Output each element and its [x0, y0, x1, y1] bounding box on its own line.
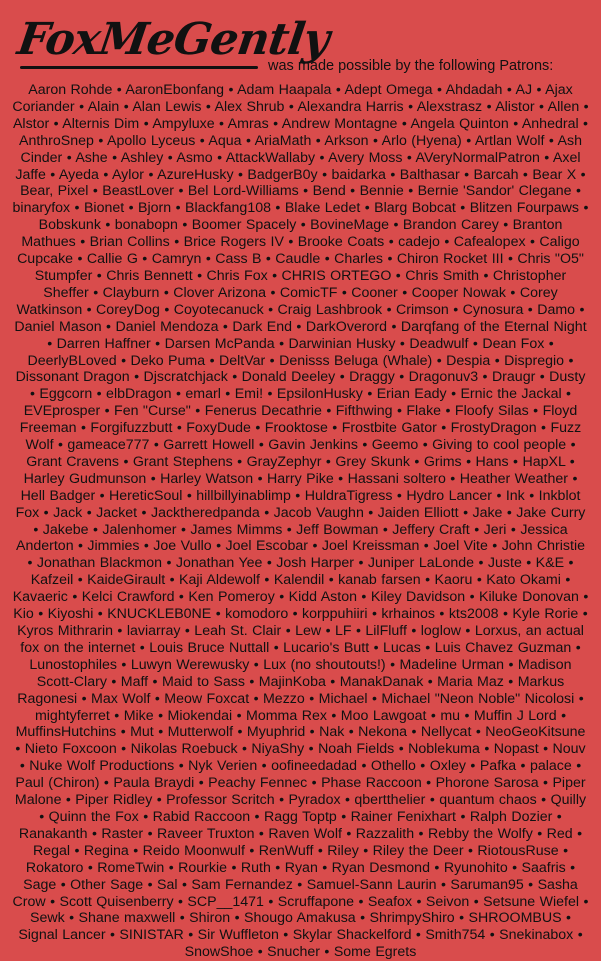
logo: FoxMeGently	[14, 14, 332, 65]
header	[0, 14, 601, 80]
logo-underline	[20, 66, 258, 69]
patron-list: Aaron Rohde • AaronEbonfang • Adam Haapala • Adept Omega • Ahdadah • AJ • Ajax Coriander • Alain • Alan Lewis • Alex Shrub • Alexandra Harris • Alexstrasz • Alistor • Allen • Alstor • Alternis Dim • Ampyluxe • Amras • Andrew Montagne • Angela Quinton • Anhedral • AnthroSnep • Apollo Lyceus • Aqua • AriaMath • Arkson • Arlo (Hyena) • Artlan Wolf • Ash Cinder • Ashe • Ashley • Asmo • AttackWallaby • Avery Moss • AVeryNormalPatron • Axel Jaffe • Ayeda • Aylor • AzureHusky • BadgerB0y • baidarka • Balthasar • Barcah • Bear X • Bear, Pixel • BeastLover • Bel Lord-Williams • Bend • Bennie • Bernie 'Sandor' Clegane • binaryfox • Bionet • Bjorn • Blackfang108 • Blake Ledet • Blarg Bobcat • Blitzen Fourpaws • Bobskunk • bonabopn • Boomer Spacely • BovineMage • Brandon Carey • Branton Mathues • Brian Collins • Brice Rogers IV • Brooke Coats • cadejo • Cafealopex • Caligo Cupcake • Callie G • Camryn • Cass B • Caudle • Charles • Chiron Rocket III • Chris "O5" Stumpfer • Chris Bennett • Chris Fox • CHRIS ORTEGO • Chris Smith • Christopher Sheffer • Clayburn • Clover Arizona • ComicTF • Cooner • Cooper Nowak • Corey Watkinson • CoreyDog • Coyotecanuck • Craig Lashbrook • Crimson • Cynosura • Damo • Daniel Mason • Daniel Mendoza • Dark End • DarkOverord • Darqfang of the Eternal Night • Darren Haffner • Darsen McPanda • Darwinian Husky • Deadwulf • Dean Fox • DeerlyBLoved • Deko Puma • DeltVar • Denisss Beluga (Whale) • Despia • Dispregio • Dissonant Dragon • Djscratchjack • Donald Deeley • Draggy • Dragonuv3 • Draugr • Dusty • Eggcorn • elbDragon • emarl • Emi! • EpsilonHusky • Erian Eady • Ernic the Jackal • EVEprosper • Fen "Curse" • Fenerus Decathrie • Fifthwing • Flake • Floofy Silas • Floyd Freeman • Forgifuzzbutt • FoxyDude • Frooktose • Frostbite Gator • FrostyDragon • Fuzz Wolf • gameace777 • Garrett Howell • Gavin Jenkins • Geemo • Giving to cool people • Grant Cravens • Grant Stephens • GrayZephyr • Grey Skunk • Grims • Hans • HapXL • Harley Gudmunson • Harley Watson • Harry Pike • Hassani soltero • Heather Weather • Hell Badger • HereticSoul • hillbillyinablimp • HuldraTigress • Hydro Lancer • Ink • Inkblot Fox • Jack • Jacket • Jacktheredpanda • Jacob Vaughn • Jaiden Elliott • Jake • Jake Curry • Jakebe • Jalenhomer • James Mimms • Jeff Bowman • Jeffery Craft • Jeri • Jessica Anderton • Jimmies • Joe Vullo • Joel Escobar • Joel Kreissman • Joel Vite • John Christie • Jonathan Blackmon • Jonathan Yee • Josh Harper • Juniper LaLonde • Juste • K&E • Kafzeil • KaideGirault • Kaji Aldewolf • Kalendil • kanab farsen • Kaoru • Kato Okami • Kavaeric • Kelci Crawford • Ken Pomeroy • Kidd Aston • Kiley Davidson • Kiluke Donovan • Kio • Kiyoshi • KNUCKLEB0NE • komodoro • korppuhiiri • krhainos • kts2008 • Kyle Rorie • Kyros Mithrarin • laviarray • Leah St. Clair • Lew • LF • LilFluff • loglow • Lorxus, an actual fox on the internet • Louis Bruce Nuttall • Lucario's Butt • Lucas • Luis Chavez Guzman • Lunostophiles • Luwyn Werewusky • Lux (no shoutouts!) • Madeline Urman • Madison Scott-Clary • Maff • Maid to Sass • MajinKoba • ManakDanak • Maria Maz • Markus Ragonesi • Max Wolf • Meow Foxcat • Mezzo • Michael • Michael "Neon Noble" Nicolosi • mightyferret • Mike • Miokendai • Momma Rex • Moo Lawgoat • mu • Muffin J Lord • MuffinsHutchins • Mut • Mutterwolf • Myuphrid • Nak • Nekona • Nellycat • NeoGeoKitsune • Nieto Foxcoon • Nikolas Roebuck • NiyaShy • Noah Fields • Noblekuma • Nopast • Nouv • Nuke Wolf Productions • Nyk Verien • oofineedadad • Othello • Oxley • Pafka • palace • Paul (Chiron) • Paula Braydi • Peachy Fennec • Phase Raccoon • Phorone Sarosa • Piper Malone • Piper Ridley • Professor Scritch • Pyradox • qbertthelier • quantum chaos • Quilly • Quinn the Fox • Rabid Raccoon • Ragg Toptp • Rainer Fenixhart • Ralph Dozier • Ranakanth • Raster • Raveer Truxton • Raven Wolf • Razzalith • Rebby the Wolfy • Red • Regal • Regina • Reido Moonwulf • RenWuff • Riley • Riley the Deer • RiotousRuse • Rokatoro • RomeTwin • Rourkie • Ruth • Ryan • Ryan Desmond • Ryunohito • Saafris • Sage • Other Sage • Sal • Sam Fernandez • Samuel-Sann Laurin • Saruman95 • Sasha Crow • Scott Quisenberry • SCP__1471 • Scruffapone • Seafox • Seivon • Setsune Wiefel • Sewk • Shane maxwell • Shiron • Shougo Amakusa • ShrimpyShiro • SHROOMBUS • Signal Lancer • SINISTAR • Sir Wuffleton • Skylar Shackelford • Smith754 • Snekinabox • SnowShoe • Snucher • Some Egrets	[12, 82, 589, 961]
tagline: was made possible by the following Patrons:	[268, 58, 554, 74]
